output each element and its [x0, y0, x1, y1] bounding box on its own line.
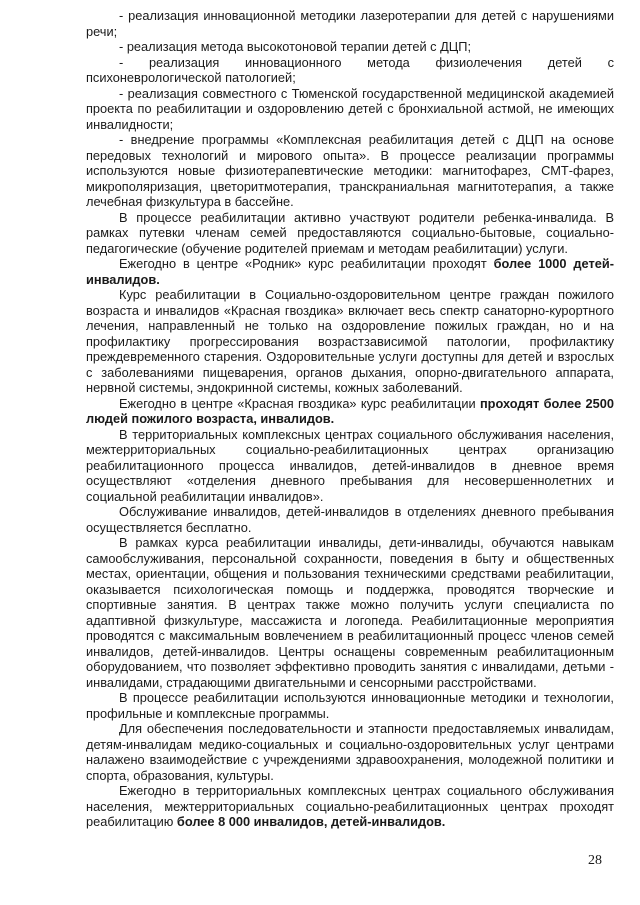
bold-text: проходят более 2500 людей пожилого возраста, инвалидов. [86, 395, 614, 426]
paragraph [86, 535, 614, 690]
text-run: Ежегодно в центре «Красная гвоздика» курс реабилитации [119, 395, 480, 411]
paragraph [86, 721, 614, 783]
text-run: - внедрение программы «Комплексная реабилитация детей с ДЦП на основе передовых технологий и мирового опыта». В процессе реализации программы используются новые физиотерапевтические методики: магнитофарез, СМТ-фарез, микрополяризация, цветоритмотерапия, транскраниальная магнитотерапия, а также лечебная физкультура в бассейне. [86, 132, 614, 209]
paragraph [86, 8, 614, 39]
paragraph [86, 55, 614, 86]
text-run: Обслуживание инвалидов, детей-инвалидов в отделениях дневного пребывания осуществляется бесплатно. [86, 504, 614, 535]
text-run: - реализация инновационной методики лазеротерапии для детей с нарушениями речи; [86, 8, 614, 39]
paragraph [86, 39, 614, 55]
text-run: В рамках курса реабилитации инвалиды, дети-инвалиды, обучаются навыкам самообслуживания, персональной сохранности, поведения в быту и общественных местах, ориентации, общения и пользования техническими средствами реабилитации, оказывается психологическая помощь и поддержка, проводятся творческие и спортивные занятия. В центрах также можно получить услуги специалиста по адаптивной физкультуре, массажиста и логопеда. Реабилитационные мероприятия проводятся с максимальным вовлечением в реабилитационный процесс членов семей инвалидов, детей-инвалидов. Центры оснащены современным реабилитационным оборудованием, что позволяет эффективно проводить занятия с инвалидами, детьми - инвалидами, страдающими двигательными и сенсорными расстройствами. [86, 535, 614, 690]
paragraph [86, 783, 614, 830]
paragraph [86, 396, 614, 427]
text-run: В процессе реабилитации активно участвуют родители ребенка-инвалида. В рамках путевки членам семей предоставляются социально-бытовые, социально-педагогические (обучение родителей приемам и методам реабилитации) услуги. [86, 209, 614, 256]
text-run: Ежегодно в центре «Родник» курс реабилитации проходят [119, 256, 494, 271]
body-text [86, 8, 614, 830]
text-run: В процессе реабилитации используются инновационные методики и технологии, профильные и комплексные программы. [86, 690, 614, 721]
page-number: 28 [588, 853, 602, 868]
text-run: В территориальных комплексных центрах социального обслуживания населения, межтерриториальных социально-реабилитационных центрах организацию реабилитационного процесса инвалидов, детей-инвалидов в дневное время осуществляют «отделения дневного пребывания для несовершеннолетних и социальной реабилитации инвалидов». [86, 426, 614, 504]
text-run: - реализация совместного с Тюменской государственной медицинской академией проекта по реабилитации и оздоровлению детей с бронхиальной астмой, не имеющих инвалидности; [86, 85, 614, 132]
paragraph [86, 256, 614, 287]
paragraph [86, 287, 614, 396]
paragraph [86, 210, 614, 257]
paragraph [86, 690, 614, 721]
text-run: Курс реабилитации в Социально-оздоровительном центре граждан пожилого возраста и инвалидов «Красная гвоздика» включает весь спектр санаторно-курортного лечения, направленный не только на оздоровление пожилых граждан, но и на профилактику прогрессирования возрастзависимой патологии, профилактику преждевременного старения. Оздоровительные услуги доступны для детей и взрослых с заболеваниями пищеварения, органов дыхания, опорно-двигательного аппарата, нервной системы, эндокринной системы, кожных заболеваний. [86, 287, 614, 395]
paragraph [86, 504, 614, 535]
paragraph [86, 86, 614, 133]
paragraph [86, 132, 614, 210]
paragraph [86, 427, 614, 505]
text-run: - реализация метода высокотоновой терапии детей с ДЦП; [119, 39, 472, 54]
text-run: Для обеспечения последовательности и этапности предоставляемых инвалидам, детям-инвалидам медико-социальных и социально-оздоровительных услуг центрами налажено взаимодействие с учреждениями здравоохранения, молодежной политики и спорта, образования, культуры. [86, 721, 614, 783]
bold-text: более 8 000 инвалидов, детей-инвалидов. [176, 814, 446, 829]
bold-text: более 1000 детей-инвалидов. [86, 256, 614, 287]
text-run: Ежегодно в территориальных комплексных центрах социального обслуживания населения, межтерриториальных социально-реабилитационных центрах проходят реабилитацию [86, 783, 614, 829]
text-run: - реализация инновационного метода физиолечения детей с психоневрологической патологией; [86, 54, 614, 85]
